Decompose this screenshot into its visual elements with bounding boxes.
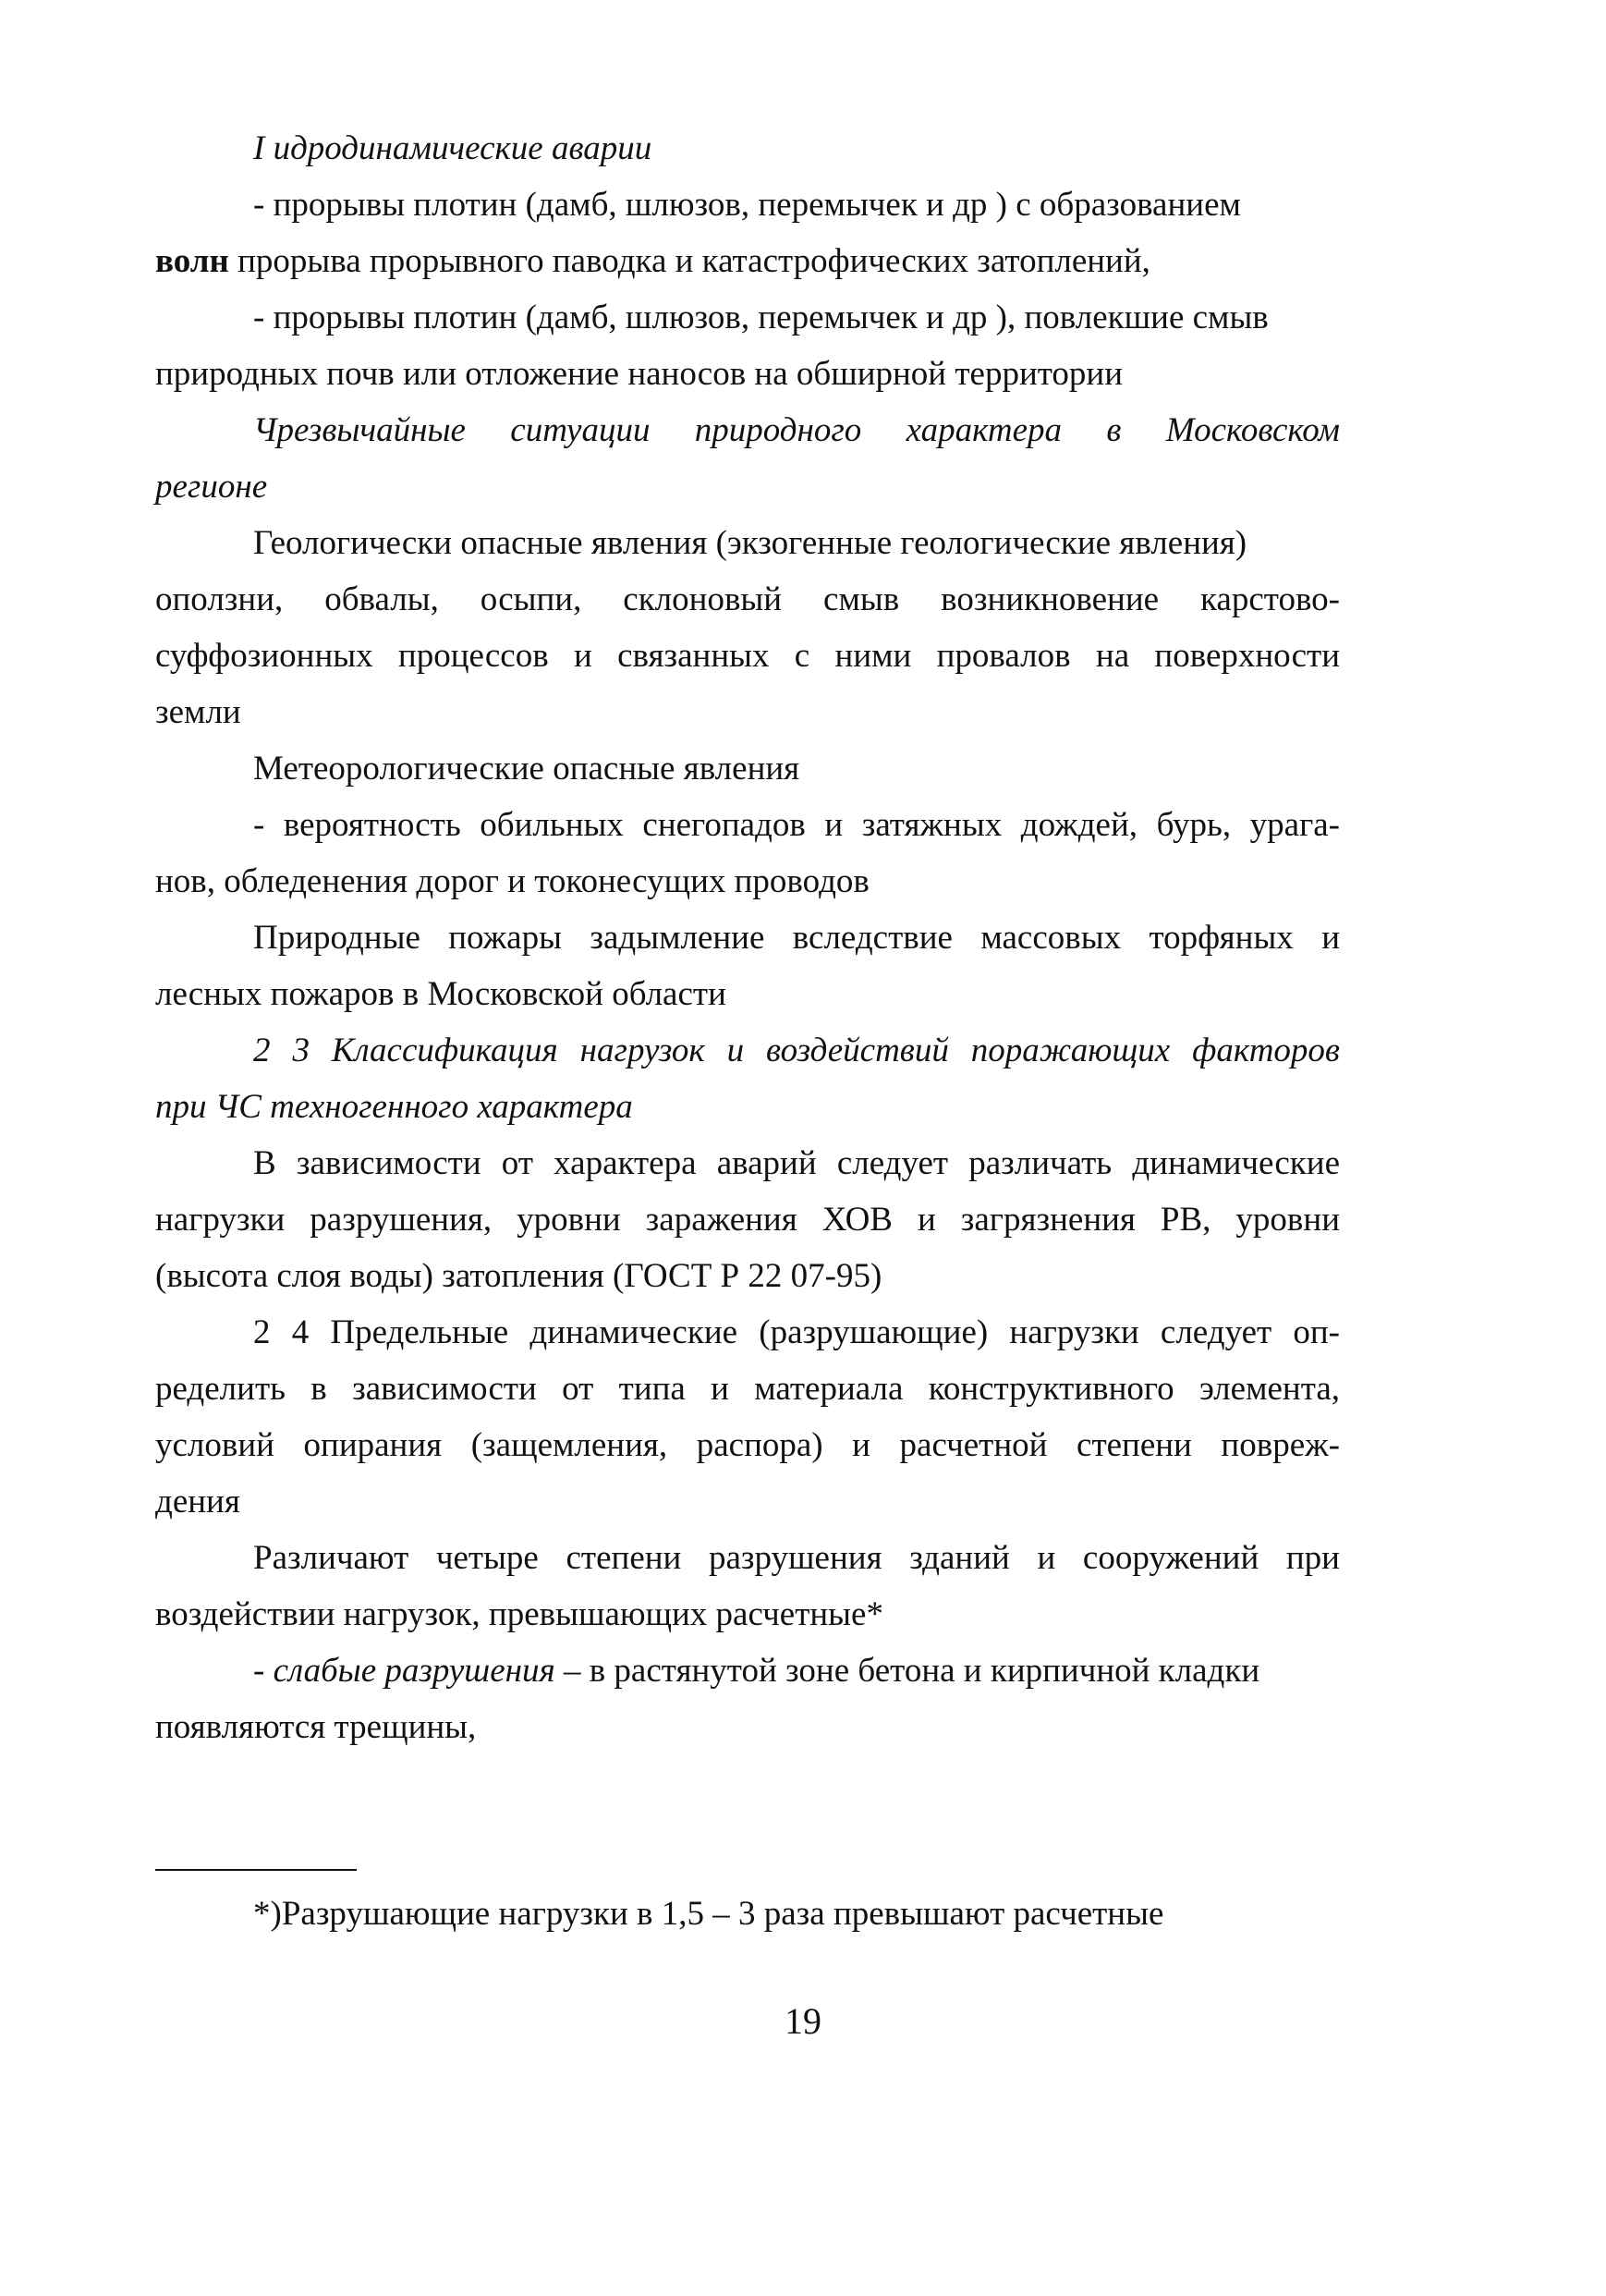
- paragraph-load-types-line: нагрузки разрушения, уровни заражения ХОВ и загрязнения РВ, уровни: [155, 1201, 1340, 1239]
- heading-section-2-3: 2 3 Классификация нагрузок и воздействий поражающих факторов: [253, 1032, 1340, 1069]
- paragraph-section-2-4-line: 2 4 Предельные динамические (разрушающие) нагрузки следует оп-: [253, 1313, 1340, 1351]
- paragraph-wildfires-line: лесных пожаров в Московской области: [155, 975, 726, 1013]
- heading-natural-emergencies: регионе: [155, 468, 268, 506]
- paragraph-wildfires-line: Природные пожары задымление вследствие массовых торфяных и: [253, 919, 1340, 957]
- heading-meteorological: Метеорологические опасные явления: [253, 750, 800, 788]
- paragraph-section-2-4-line: условий опирания (защемления, распора) и расчетной степени повреж-: [155, 1426, 1340, 1464]
- paragraph-weak-damage-line: [155, 1643, 1340, 1699]
- paragraph-geological-line: оползни, обвалы, осыпи, склоновый смыв возникновение карстово-: [155, 580, 1340, 618]
- paragraph-section-2-4-line: дения: [155, 1483, 240, 1520]
- paragraph-geological-line: земли: [155, 693, 241, 731]
- paragraph-load-types-line: В зависимости от характера аварий следует различать динамические: [253, 1144, 1340, 1182]
- paragraph-geological-line: суффозионных процессов и связанных с ними провалов на поверхности: [155, 637, 1340, 675]
- paragraph-weak-damage-line: появляются трещины,: [155, 1708, 477, 1746]
- paragraph-dam-washout-line: - прорывы плотин (дамб, шлюзов, перемычек и др ), повлекшие смыв: [253, 299, 1269, 336]
- page-body: [155, 120, 1340, 1755]
- text-span: – в растянутой зоне бетона и кирпичной кладки: [554, 1652, 1260, 1690]
- paragraph-meteorological-line: - вероятность обильных снегопадов и затяжных дождей, бурь, урага-: [253, 806, 1340, 844]
- paragraph-dam-breaks-line: - прорывы плотин (дамб, шлюзов, перемычек и др ) с образованием: [253, 186, 1241, 224]
- paragraph-dam-breaks-line: [155, 233, 1340, 289]
- heading-hydrodynamic-accidents: I идродинамические аварии: [253, 129, 652, 167]
- paragraph-meteorological-line: нов, обледенения дорог и токонесущих проводов: [155, 862, 870, 900]
- paragraph-section-2-4-line: ределить в зависимости от типа и материала конструктивного элемента,: [155, 1370, 1340, 1408]
- paragraph-load-types-line: (высота слоя воды) затопления (ГОСТ Р 22 07-95): [155, 1257, 882, 1295]
- paragraph-dam-washout-line: природных почв или отложение наносов на обширной территории: [155, 355, 1124, 393]
- paragraph-damage-degrees-line: воздействии нагрузок, превышающих расчетные*: [155, 1595, 883, 1633]
- text-span: прорыва прорывного паводка и катастрофических затоплений,: [228, 242, 1150, 280]
- heading-section-2-3: при ЧС техногенного характера: [155, 1088, 633, 1126]
- page-number: 19: [785, 2000, 821, 2042]
- paragraph-geological-line: Геологически опасные явления (экзогенные геологические явления): [253, 524, 1247, 562]
- heading-natural-emergencies: Чрезвычайные ситуации природного характера в Московском: [253, 411, 1340, 449]
- weak-damage-term: - слабые разрушения: [253, 1652, 555, 1690]
- paragraph-damage-degrees-line: Различают четыре степени разрушения зданий и сооружений при: [253, 1539, 1340, 1577]
- footnote-separator: [155, 1869, 357, 1871]
- bold-word: волн: [155, 242, 229, 280]
- footnote: *)Разрушающие нагрузки в 1,5 – 3 раза превышают расчетные: [253, 1895, 1164, 1933]
